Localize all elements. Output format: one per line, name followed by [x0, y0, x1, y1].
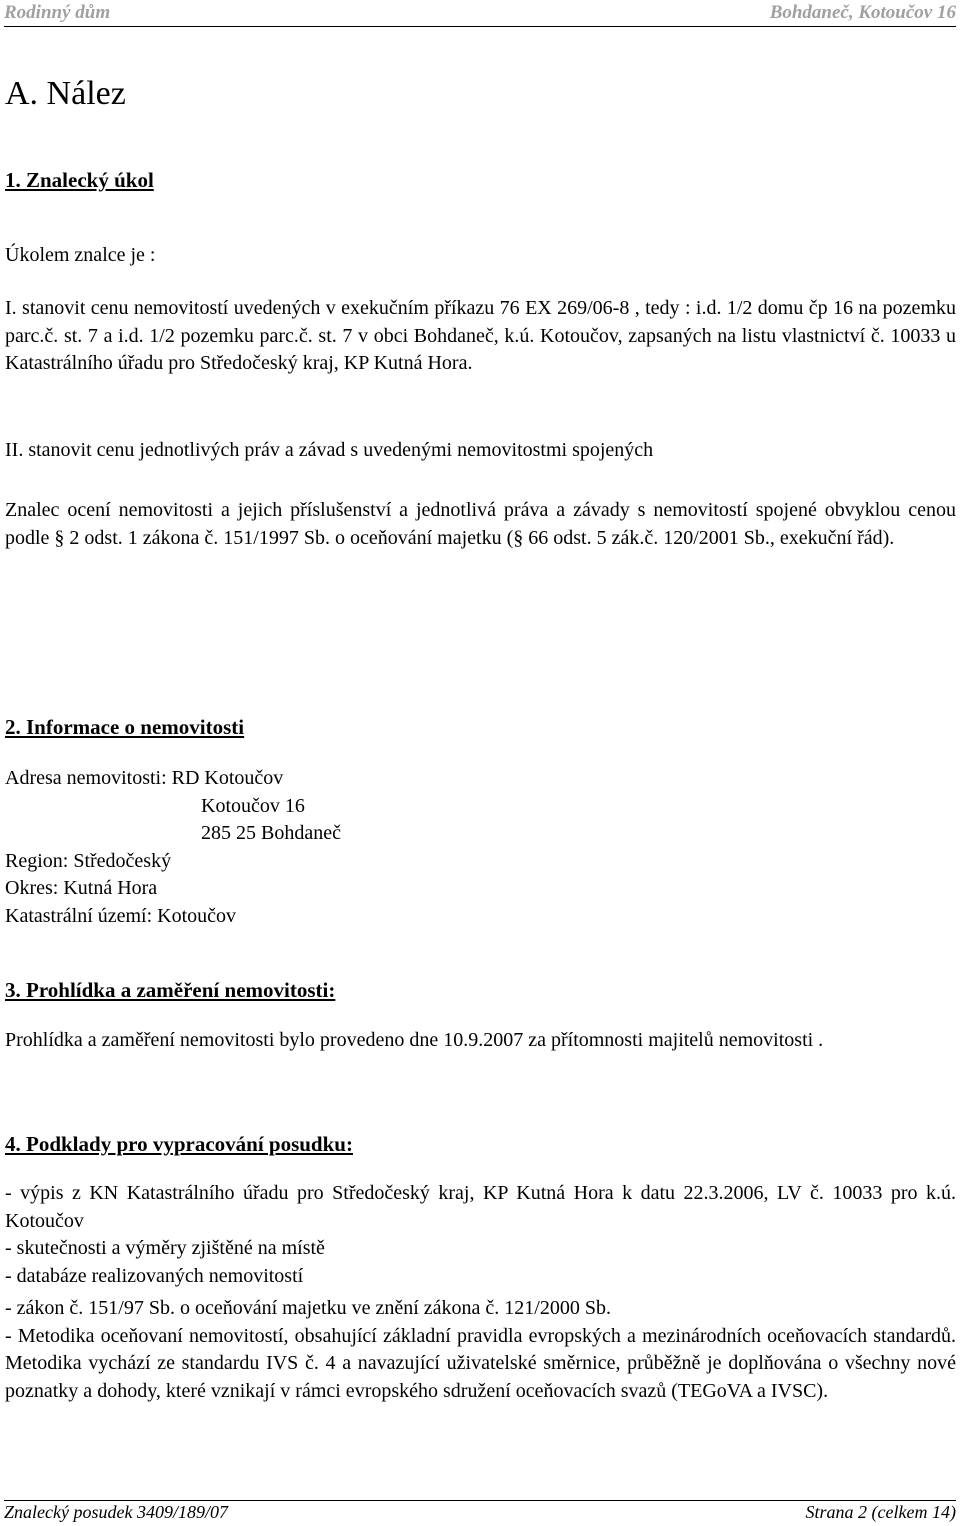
page-footer — [4, 1500, 956, 1526]
source-item-1: - výpis z KN Katastrálního úřadu pro Středočeský kraj, KP Kutná Hora k datu 22.3.2006, LV č. 10033 pro k.ú. Kotoučov — [5, 1182, 956, 1232]
property-info — [5, 765, 956, 930]
section-4-heading: 4. Podklady pro vypracování posudku: — [5, 1132, 353, 1156]
task-paragraph-2: II. stanovit cenu jednotlivých práv a závad s uvedenými nemovitostmi spojených — [5, 439, 654, 461]
header-right: Bohdaneč, Kotoučov 16 — [769, 2, 956, 23]
page-header — [4, 0, 956, 27]
source-item-3: - databáze realizovaných nemovitostí — [5, 1264, 304, 1287]
footer-left: Znalecký posudek 3409/189/07 — [4, 1502, 228, 1522]
task-paragraph-3: Znalec ocení nemovitosti a jejich příslušenství a jednotlivá práva a závady s nemovitostí spojené obvyklou cenou podle § 2 odst. 1 zákona č. 151/1997 Sb. o oceňování majetku (§ 66 odst. 5 zák.č. 120/2001 Sb., exekuční řád). — [5, 499, 956, 549]
task-paragraph-1: I. stanovit cenu nemovitostí uvedených v exekučním příkazu 76 EX 269/06-8 , tedy : i.d. 1/2 domu čp 16 na pozemku parc.č. st. 7 a i.d. 1/2 pozemku parc.č. st. 7 v obci Bohdaneč, k.ú. Kotoučov, zapsaných na listu vlastnictví č. 10033 u Katastrálního úřadu pro Středočeský kraj, KP Kutná Hora. — [5, 297, 956, 374]
region: Region: Středočeský — [5, 849, 172, 872]
task-intro: Úkolem znalce je : — [5, 244, 156, 266]
address-line-1: Adresa nemovitosti: RD Kotoučov — [5, 767, 284, 789]
section-2-heading: 2. Informace o nemovitosti — [5, 715, 245, 739]
sources-list — [5, 1180, 956, 1405]
cadastral-area: Katastrální území: Kotoučov — [5, 904, 237, 927]
footer-right: Strana 2 (celkem 14) — [805, 1502, 956, 1522]
source-item-5: - Metodika oceňovaní nemovitostí, obsahující základní pravidla evropských a mezinárodních oceňovacích standardů. Metodika vychází ze standardu IVS č. 4 a navazující uživatelské směrnice, průběžně je doplňována o všechny nové poznatky a dohody, které vznikají v rámci evropského sdružení oceňovacích svazů (TEGoVA a IVSC). — [5, 1324, 956, 1402]
district: Okres: Kutná Hora — [5, 877, 158, 899]
address-line-2: Kotoučov 16 — [201, 794, 305, 817]
page-title: A. Nález — [5, 75, 126, 112]
inspection-text: Prohlídka a zaměření nemovitosti bylo provedeno dne 10.9.2007 za přítomnosti majitelů nemovitosti . — [5, 1029, 824, 1051]
source-item-4: - zákon č. 151/97 Sb. o oceňování majetku ve znění zákona č. 121/2000 Sb. — [5, 1297, 611, 1319]
header-left: Rodinný dům — [4, 2, 111, 23]
address-line-3: 285 25 Bohdaneč — [201, 822, 341, 844]
section-1-heading: 1. Znalecký úkol — [5, 168, 154, 192]
source-item-2: - skutečnosti a výměry zjištěné na místě — [5, 1237, 325, 1259]
section-3-heading: 3. Prohlídka a zaměření nemovitosti: — [5, 978, 336, 1002]
